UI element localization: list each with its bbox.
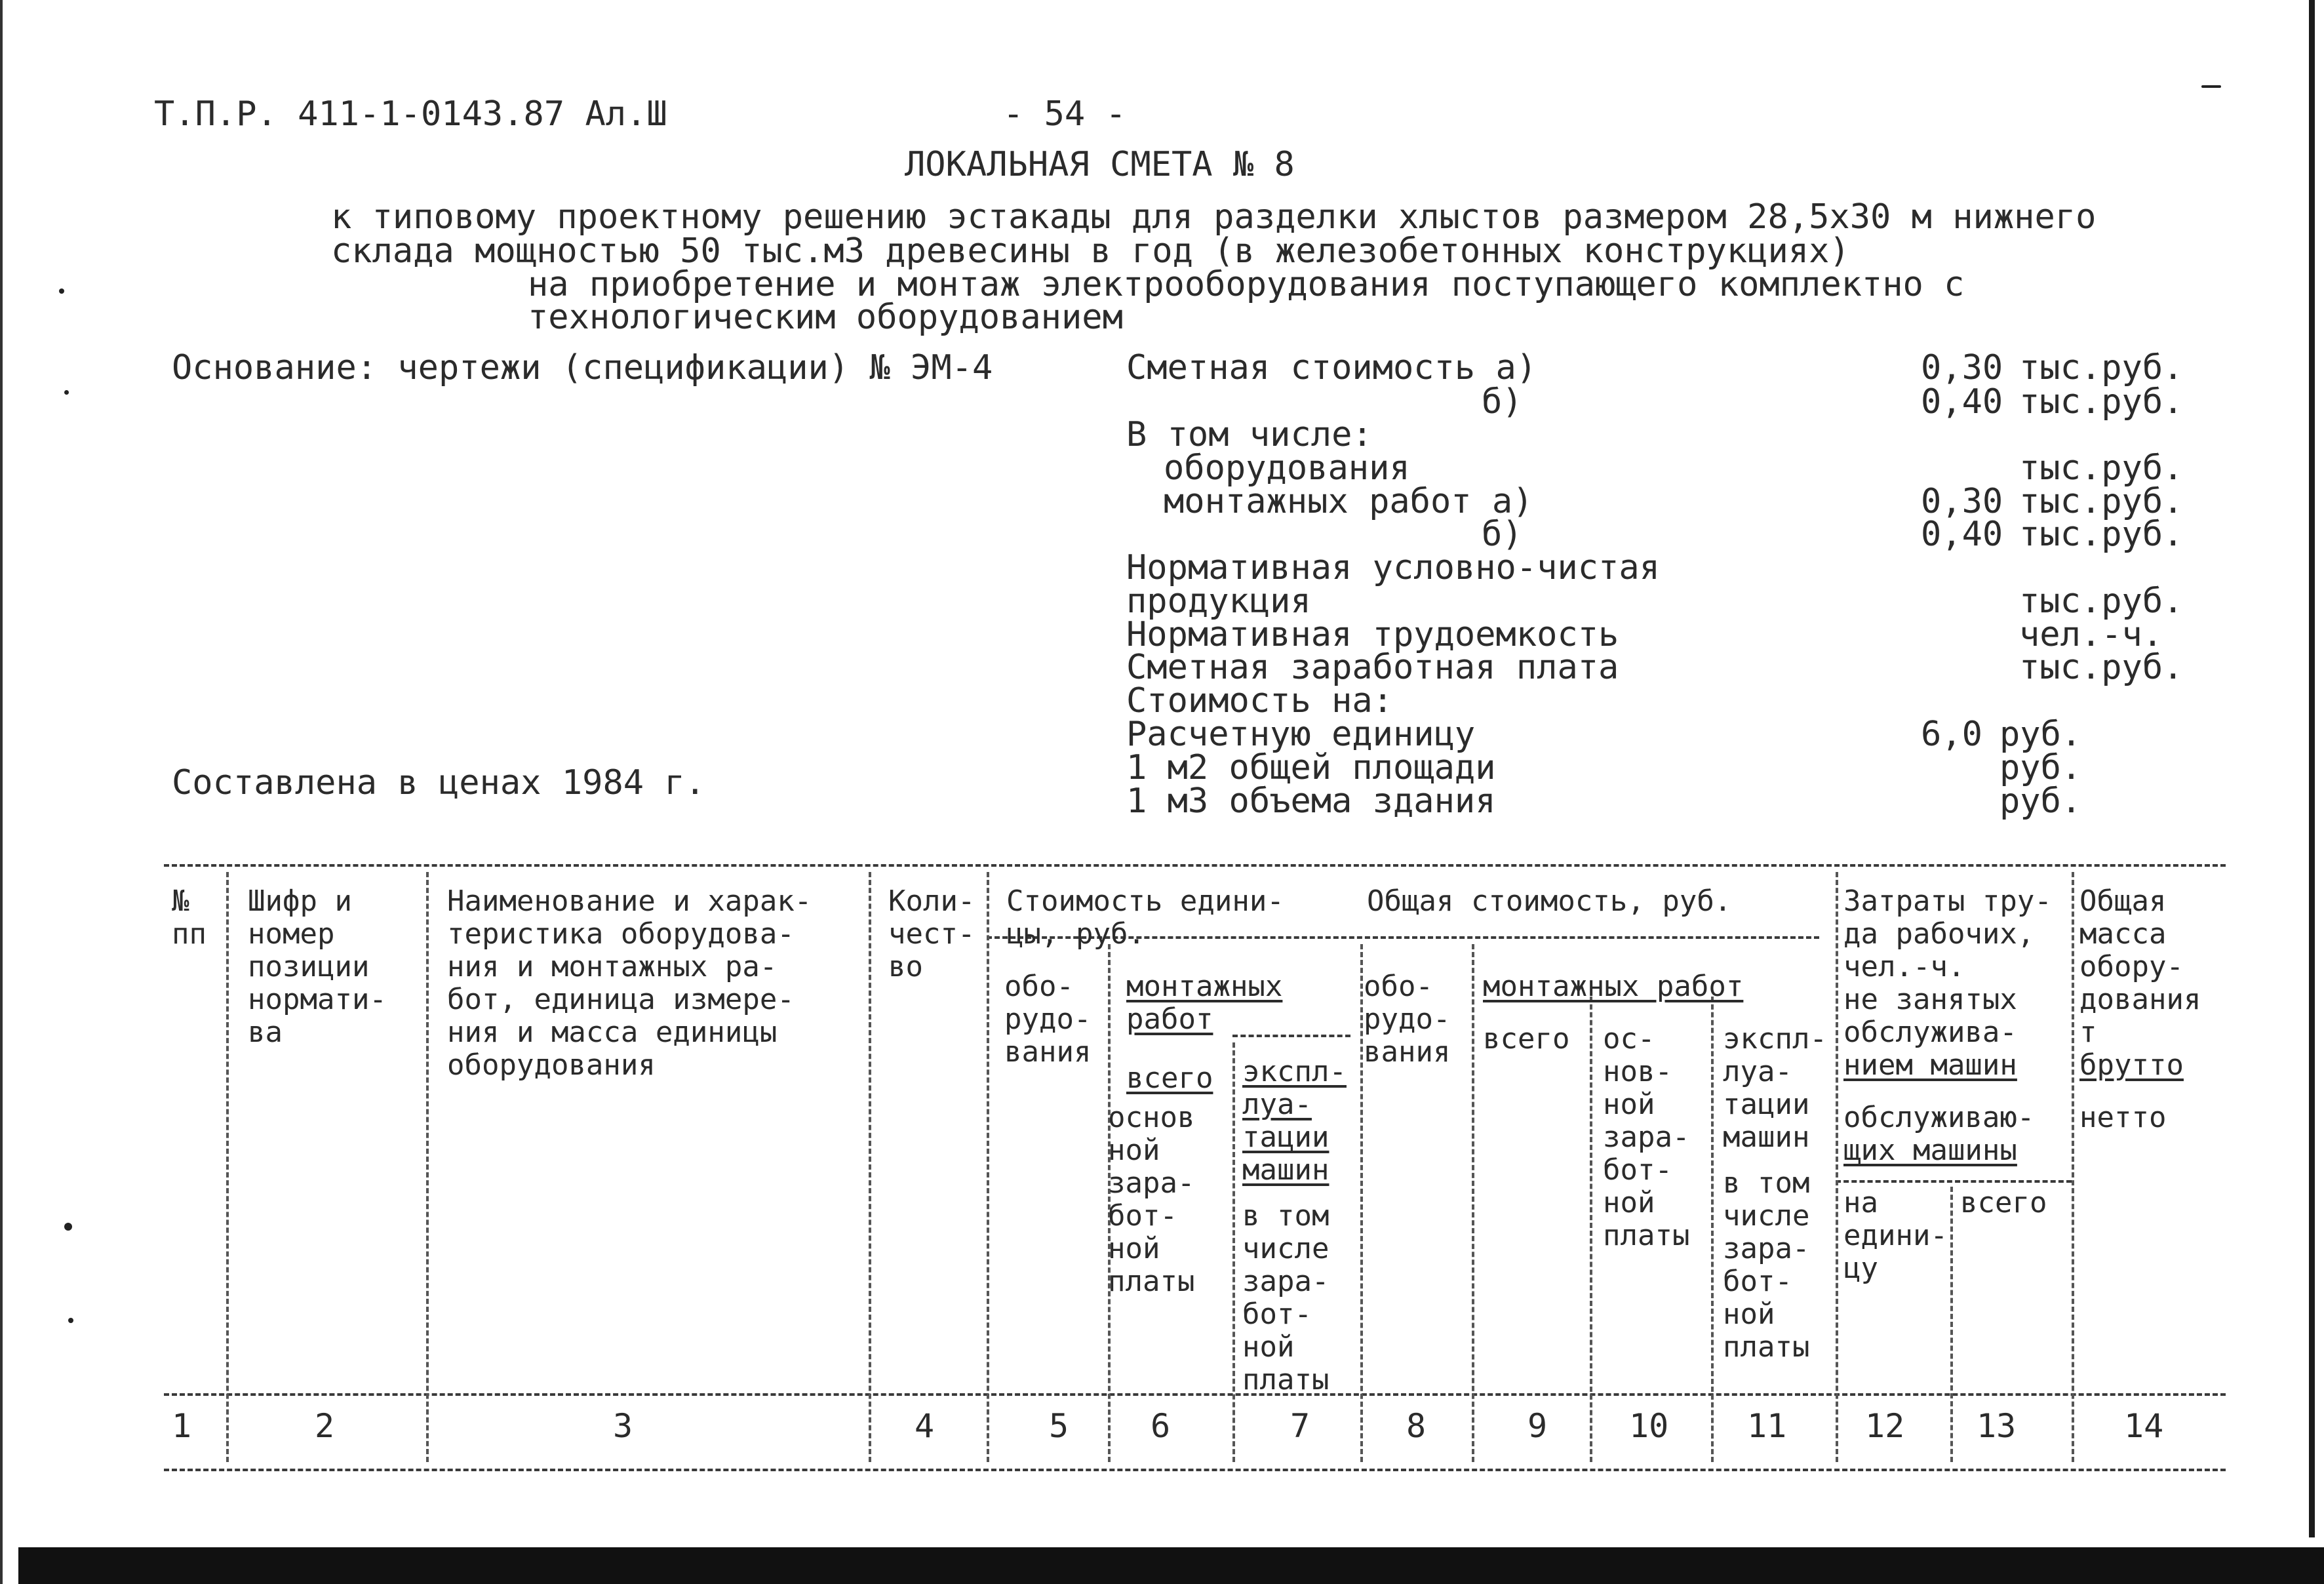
- column-number: 9: [1527, 1407, 1548, 1445]
- col-unit-equipment-header: обо- рудо- вания: [1004, 970, 1092, 1069]
- col-mass-header: Общая масса обору- дования т: [2079, 884, 2201, 1049]
- total-mounting-group-header: монтажных работ: [1483, 970, 1744, 1003]
- cost-label: монтажных работ а): [1164, 482, 1533, 521]
- cost-value: 0,30: [1921, 348, 2003, 387]
- col-total-wages-header: ос- нов- ной зара- бот- ной платы: [1603, 1022, 1690, 1252]
- cost-label: Нормативная условно-чистая: [1126, 548, 1660, 587]
- cost-unit: тыс.руб.: [2019, 482, 2184, 521]
- col-unit-machines-header: экспл- луа- тации машин: [1242, 1055, 1347, 1187]
- page-number: - 54 -: [1003, 94, 1126, 134]
- table-subheader-line: [1836, 1180, 2072, 1183]
- col-quantity-header: Коли- чест- во: [888, 884, 975, 983]
- cost-label: б): [1482, 515, 1523, 554]
- labor-group-header-underlined: нием машин: [1843, 1048, 2017, 1082]
- cost-value: 0,40: [1921, 382, 2003, 422]
- cost-unit: руб.: [1999, 782, 2082, 821]
- cost-label: продукция: [1126, 582, 1311, 621]
- col-mass-brutto-header: брутто: [2079, 1048, 2184, 1082]
- col-unit-total-header: всего: [1126, 1061, 1213, 1095]
- table-column-divider: [1472, 944, 1474, 1462]
- subtitle-line-3: на приобретение и монтаж электрооборудования поступающего комплектно с: [528, 265, 1965, 304]
- cost-label: Сметная стоимость а): [1126, 348, 1537, 387]
- column-number: 14: [2124, 1407, 2164, 1445]
- page-bottom-border: [18, 1547, 2324, 1584]
- col-unit-wages-header: основ ной зара- бот- ной платы: [1108, 1101, 1195, 1298]
- column-number: 10: [1629, 1407, 1669, 1445]
- labor-group-header: Затраты тру- да рабочих, чел.-ч. не занятых обслужива-: [1843, 884, 2052, 1049]
- cost-label: оборудования: [1164, 448, 1410, 488]
- col-total-machines-header: экспл- луа- тации машин: [1723, 1022, 1827, 1154]
- scan-speck: [68, 1318, 73, 1323]
- cost-label: 1 м2 общей площади: [1126, 748, 1496, 787]
- cost-unit: тыс.руб.: [2019, 382, 2184, 422]
- scan-left-edge: [0, 0, 3, 1584]
- table-column-divider: [1711, 997, 1714, 1462]
- cost-label: В том числе:: [1126, 415, 1373, 454]
- column-number: 2: [315, 1407, 335, 1445]
- col-total-equipment-header: обо- рудо- вания: [1364, 970, 1451, 1069]
- page-title: ЛОКАЛЬНАЯ СМЕТА № 8: [905, 145, 1295, 184]
- scan-speck: [64, 1223, 72, 1231]
- unit-mounting-group-header: монтажных работ: [1126, 970, 1283, 1036]
- unit-cost-group-header: Стоимость едини- цы, руб.: [1006, 884, 1284, 951]
- prices-year: Составлена в ценах 1984 г.: [172, 763, 705, 802]
- cost-unit: тыс.руб.: [2019, 648, 2184, 687]
- col-mass-netto-header: нетто: [2079, 1101, 2167, 1134]
- cost-label: б): [1482, 382, 1523, 422]
- cost-value: 6,0: [1921, 715, 1982, 754]
- cost-unit: чел.-ч.: [2019, 615, 2163, 654]
- subtitle-line-4: технологическим оборудованием: [528, 298, 1123, 337]
- cost-unit: руб.: [1999, 748, 2082, 787]
- basis-label: Основание: чертежи (спецификации) № ЭМ-4: [172, 348, 993, 387]
- cost-value: 0,30: [1921, 482, 2003, 521]
- col-code-header: Шифр и номер позиции нормати- ва: [248, 884, 387, 1049]
- subtitle-line-2: склада мощностью 50 тыс.м3 древесины в год (в железобетонных конструкциях): [331, 231, 1850, 271]
- column-number: 5: [1049, 1407, 1069, 1445]
- cost-label: Сметная заработная плата: [1126, 648, 1619, 687]
- cost-label: Нормативная трудоемкость: [1126, 615, 1619, 654]
- scan-speck: [64, 390, 69, 395]
- table-column-divider: [1590, 997, 1592, 1462]
- column-number: 13: [1977, 1407, 2017, 1445]
- cost-label: Стоимость на:: [1126, 681, 1393, 721]
- table-column-divider: [426, 872, 429, 1462]
- scan-speck: [2201, 85, 2221, 88]
- col-unit-machine-wages-header: в том числе зара- бот- ной платы: [1242, 1199, 1329, 1396]
- labor-subgroup-header: обслуживаю-: [1843, 1101, 2035, 1134]
- cost-label: Расчетную единицу: [1126, 715, 1476, 754]
- table-column-divider: [226, 872, 229, 1462]
- page-right-border: [2309, 0, 2315, 1537]
- column-number: 7: [1290, 1407, 1310, 1445]
- table-column-divider: [1232, 1042, 1235, 1462]
- cost-unit: тыс.руб.: [2019, 582, 2184, 621]
- col-total-machine-wages-header: в том числе зара- бот- ной платы: [1723, 1166, 1810, 1364]
- column-number: 11: [1747, 1407, 1787, 1445]
- table-top-line: [164, 864, 2226, 867]
- labor-subgroup-header-underlined: щих машины: [1843, 1134, 2017, 1167]
- cost-label: 1 м3 объема здания: [1126, 782, 1496, 821]
- column-number: 1: [172, 1407, 192, 1445]
- col-labor-per-unit-header: на едини- цу: [1843, 1186, 1948, 1285]
- col-total-all-header: всего: [1483, 1022, 1570, 1056]
- cost-unit: руб.: [1999, 715, 2082, 754]
- column-number: 6: [1151, 1407, 1171, 1445]
- column-number: 3: [613, 1407, 633, 1445]
- table-column-divider: [869, 872, 871, 1462]
- table-column-divider: [1836, 872, 1838, 1462]
- table-numbers-bottom-line: [164, 1469, 2226, 1471]
- column-number: 8: [1406, 1407, 1427, 1445]
- column-number: 12: [1865, 1407, 1905, 1445]
- subtitle-line-1: к типовому проектному решению эстакады для разделки хлыстов размером 28,5х30 м нижнего: [331, 197, 2097, 237]
- document-code: Т.П.Р. 411-1-0143.87 Ал.Ш: [154, 94, 667, 134]
- scan-speck: [59, 288, 64, 294]
- cost-value: 0,40: [1921, 515, 2003, 554]
- table-column-divider: [1950, 1187, 1953, 1462]
- col-name-header: Наименование и харак- теристика оборудова- ния и монтажных ра- бот, единица измере- ния и масса единицы оборудования: [447, 884, 812, 1082]
- table-column-divider: [2072, 872, 2074, 1462]
- table-header-bottom-line: [164, 1393, 2226, 1396]
- col-number-header: № пп: [172, 884, 207, 951]
- table-column-divider: [1360, 944, 1363, 1462]
- total-cost-group-header: Общая стоимость, руб.: [1367, 884, 1732, 918]
- column-number: 4: [915, 1407, 935, 1445]
- col-labor-total-header: всего: [1960, 1186, 2047, 1219]
- cost-unit: тыс.руб.: [2019, 515, 2184, 554]
- cost-unit: тыс.руб.: [2019, 448, 2184, 488]
- table-column-divider: [987, 872, 989, 1462]
- cost-unit: тыс.руб.: [2019, 348, 2184, 387]
